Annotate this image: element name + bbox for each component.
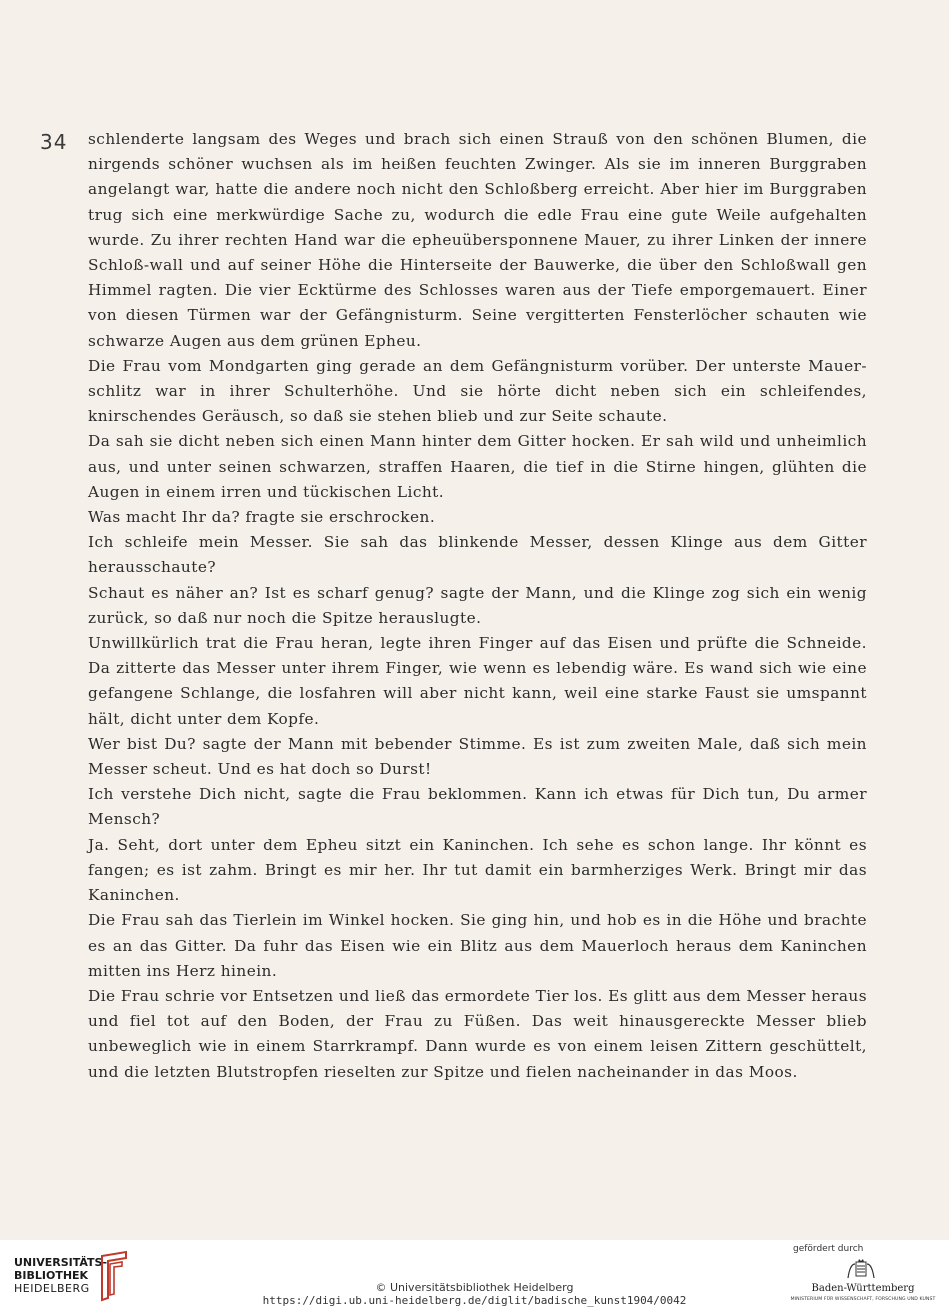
sponsor-label: gefördert durch bbox=[793, 1244, 864, 1254]
paragraph: Da sah sie dicht neben sich einen Mann hinter dem Gitter hocken. Er sah wild und unheimlich aus, und unter seinen schwarzen, straffen Haaren, die tief in die Stirne hingen, glühten die Augen in einem irren und tückischen Licht. bbox=[88, 432, 867, 501]
library-name-line3: HEIDELBERG bbox=[14, 1282, 90, 1295]
sponsor-subtitle: MINISTERIUM FÜR WISSENSCHAFT, FORSCHUNG UND KUNST bbox=[790, 1297, 936, 1302]
paragraph: Die Frau sah das Tierlein im Winkel hocken. Sie ging hin, und hob es in die Höhe und brachte es an das Gitter. Da fuhr das Eisen wie ein Blitz aus dem Mauerloch heraus dem Kaninchen mitten ins Herz hinein. bbox=[88, 911, 867, 980]
body-text bbox=[88, 127, 867, 1085]
paragraph: Ja. Seht, dort unter dem Epheu sitzt ein Kaninchen. Ich sehe es schon lange. Ihr könnt es fangen; es ist zahm. Bringt es mir her. Ihr tut damit ein barmherziges Werk. Bringt mir das Kaninchen. bbox=[88, 835, 867, 905]
paragraph: Unwillkürlich trat die Frau heran, legte ihren Finger auf das Eisen und prüfte die Schneide. Da zitterte das Messer unter ihrem Finger, wie wenn es lebendig wäre. Es wand sich wie eine gefangene Schlange, die losfahren will aber nicht kann, weil eine starke Faust sie umspannt hält, dicht unter dem Kopfe. bbox=[88, 634, 867, 728]
copyright-notice: © Universitätsbibliothek Heidelberg bbox=[375, 1281, 574, 1294]
paragraph: schlenderte langsam des Weges und brach sich einen Strauß von den schönen Blumen, die nirgends schöner wuchsen als im heißen feuchten Zwinger. Als sie im inneren Burggraben angelangt war, hatte die andere noch nicht den Schloßberg erreicht. Aber hier im Burggraben trug sich eine merkwürdige Sache zu, wodurch die edle Frau eine gute Weile aufgehalten wurde. Zu ihrer rechten Hand war die epheuübersponnene Mauer, zu ihrer Linken der innere Schloß-wall und auf seiner Höhe die Hinterseite der Bauwerke, die über den Schloßwall gen Himmel ragten. Die vier Ecktürme des Schlosses waren aus der Tiefe emporgemauert. Einer von diesen Türmen war der Gefängnisturm. Seine vergitterten Fensterlöcher schauten wie schwarze Augen aus dem grünen Epheu. bbox=[88, 130, 867, 350]
library-name-line2: BIBLIOTHEK bbox=[14, 1269, 89, 1282]
paragraph: Ich schleife mein Messer. Sie sah das blinkende Messer, dessen Klinge aus dem Gitter herausschaute? bbox=[88, 533, 867, 577]
paragraph: Wer bist Du? sagte der Mann mit bebender Stimme. Es ist zum zweiten Male, daß sich mein Messer scheut. Und es hat doch so Durst! bbox=[88, 734, 867, 779]
library-name-line1: UNIVERSITÄTS- bbox=[14, 1256, 108, 1269]
paragraph: Schaut es näher an? Ist es scharf genug? sagte der Mann, und die Klinge zog sich ein wenig zurück, so daß nur noch die Spitze herauslugte. bbox=[88, 583, 867, 627]
paragraph: Die Frau vom Mondgarten ging gerade an dem Gefängnisturm vorüber. Der unterste Mauer-schlitz war in ihrer Schulterhöhe. Und sie hörte dicht neben sich ein schleifendes, knirschendes Geräusch, so daß sie stehen blieb und zur Seite schaute. bbox=[88, 356, 867, 426]
sponsor-name: Baden-Württemberg bbox=[811, 1283, 915, 1294]
source-url[interactable]: https://digi.ub.uni-heidelberg.de/diglit/badische_kunst1904/0042 bbox=[262, 1294, 687, 1307]
page-number: 34 bbox=[40, 130, 68, 154]
paragraph: Ich verstehe Dich nicht, sagte die Frau beklommen. Kann ich etwas für Dich tun, Du armer Mensch? bbox=[88, 785, 867, 829]
paragraph: Die Frau schrie vor Entsetzen und ließ das ermordete Tier los. Es glitt aus dem Messer heraus und fiel tot auf den Boden, der Frau zu Füßen. Das weit hinausgereckte Messer blieb unbeweglich wie in einem Starrkrampf. Dann wurde es von einem leisen Zittern geschüttelt, und die letzten Blutstropfen rieselten zur Spitze und fielen nacheinander in das Moos. bbox=[88, 986, 867, 1081]
paragraph: Was macht Ihr da? fragte sie erschrocken. bbox=[88, 508, 436, 527]
state-crest-icon bbox=[846, 1258, 876, 1280]
